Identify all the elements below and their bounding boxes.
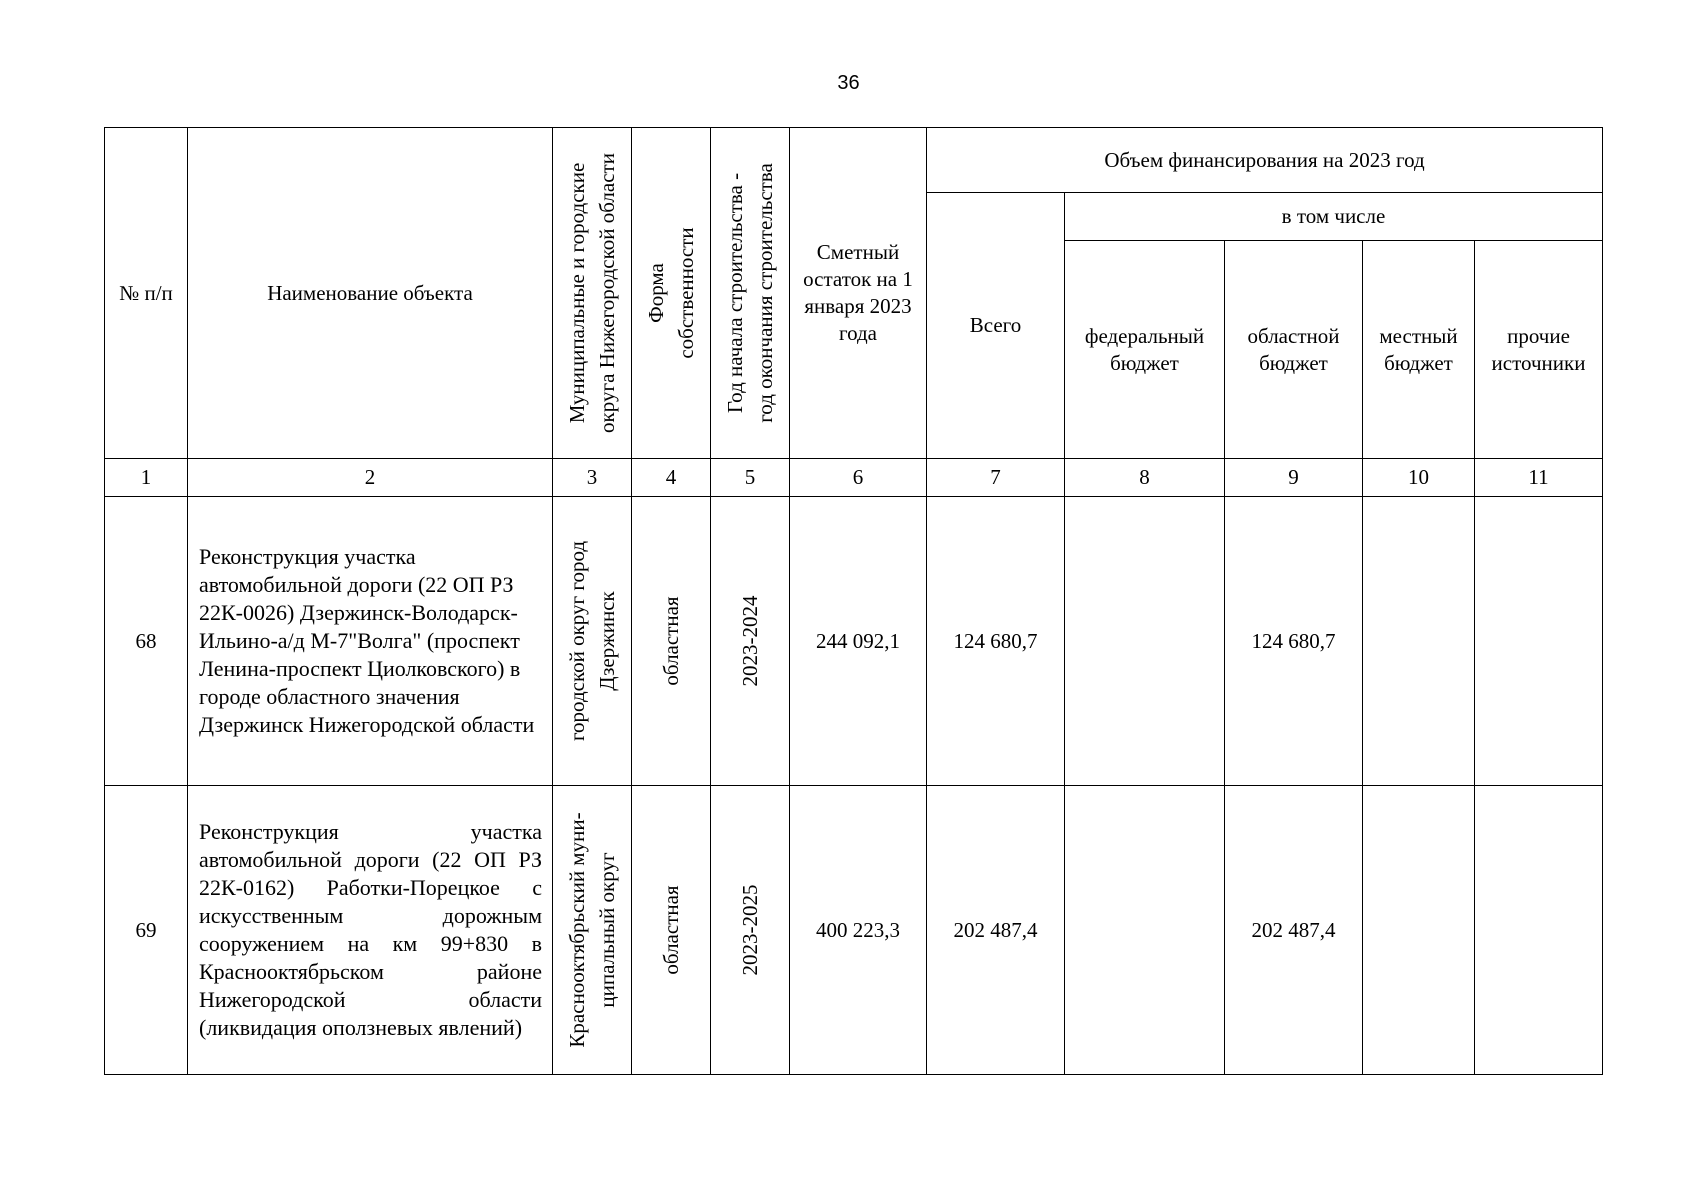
- column-number: 1: [104, 458, 188, 497]
- other-sources: [1474, 496, 1603, 786]
- regional-budget: 124 680,7: [1224, 496, 1363, 786]
- header-estimate: Сметный остаток на 1 января 2023 года: [789, 127, 927, 459]
- total-financing: 124 680,7: [926, 496, 1065, 786]
- municipality: городской округ город Дзержинск: [552, 496, 632, 786]
- local-budget: [1362, 785, 1475, 1075]
- column-number: 11: [1474, 458, 1603, 497]
- federal-budget: [1064, 785, 1225, 1075]
- header-years: Год начала строительства - год окончания строительства: [710, 127, 790, 459]
- row-num: 69: [104, 785, 188, 1075]
- local-budget: [1362, 496, 1475, 786]
- header-regional: областной бюджет: [1224, 240, 1363, 459]
- header-municipality: Муниципальные и городские округа Нижегородской области: [552, 127, 632, 459]
- header-local: местный бюджет: [1362, 240, 1475, 459]
- header-object-name: Наименование объекта: [187, 127, 553, 459]
- construction-years: 2023-2025: [710, 785, 790, 1075]
- federal-budget: [1064, 496, 1225, 786]
- header-ownership: Форма собственности: [631, 127, 711, 459]
- total-financing: 202 487,4: [926, 785, 1065, 1075]
- regional-budget: 202 487,4: [1224, 785, 1363, 1075]
- estimate-balance: 244 092,1: [789, 496, 927, 786]
- header-including: в том числе: [1064, 192, 1603, 241]
- ownership: областная: [631, 785, 711, 1075]
- column-number: 7: [926, 458, 1065, 497]
- page-number: 36: [837, 72, 860, 94]
- other-sources: [1474, 785, 1603, 1075]
- column-number: 2: [187, 458, 553, 497]
- object-name: Реконструкция участка автомобильной дороги (22 ОП РЗ 22К-0026) Дзержинск-Володарск-Ильино-а/д М-7"Волга" (проспект Ленина-проспект Циолковского) в городе областного значения Дзержинск Нижегородской области: [187, 496, 553, 786]
- municipality: Краснооктябрьский муни- ципальный округ: [552, 785, 632, 1075]
- column-number: 9: [1224, 458, 1363, 497]
- header-other: прочие источники: [1474, 240, 1603, 459]
- header-financing: Объем финансирования на 2023 год: [926, 127, 1603, 193]
- construction-years: 2023-2024: [710, 496, 790, 786]
- column-number: 6: [789, 458, 927, 497]
- header-total: Всего: [926, 192, 1065, 459]
- header-federal: федеральный бюджет: [1064, 240, 1225, 459]
- ownership: областная: [631, 496, 711, 786]
- object-name: Реконструкция участка автомобильной дороги (22 ОП РЗ 22К-0162) Работки-Порецкое с искусственным дорожным сооружением на км 99+830 в Краснооктябрьском районе Нижегородской области (ликвидация оползневых явлений): [187, 785, 553, 1075]
- column-number: 4: [631, 458, 711, 497]
- header-num: № п/п: [104, 127, 188, 459]
- column-number: 3: [552, 458, 632, 497]
- column-number: 10: [1362, 458, 1475, 497]
- column-number: 5: [710, 458, 790, 497]
- row-num: 68: [104, 496, 188, 786]
- column-number: 8: [1064, 458, 1225, 497]
- estimate-balance: 400 223,3: [789, 785, 927, 1075]
